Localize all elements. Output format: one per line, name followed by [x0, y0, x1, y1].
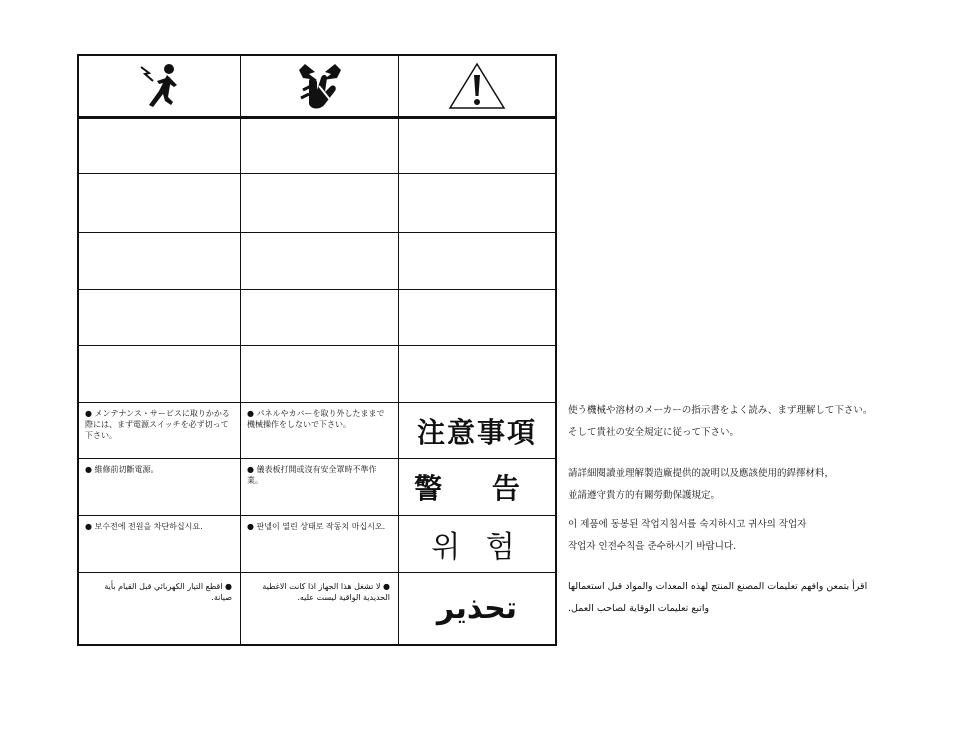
instruction-line: 並請遵守貴方的有關勞動保護規定。: [568, 490, 721, 501]
instruction-line: 使う機械や溶材のメーカーの指示書をよく読み、まず理解して下さい。: [568, 405, 873, 416]
warning-panels-removed: ● 판넬이 열린 상태로 작동치 마십시오.: [241, 516, 398, 532]
blank-cell: [79, 233, 241, 289]
warning-disconnect-power: ● اقطع التيار الكهربائي قبل القيام بأية صيانة.: [79, 573, 240, 603]
instructions-chinese: [568, 463, 938, 507]
blank-row: [79, 290, 555, 346]
instruction-line: 작업자 인전수칙을 준수하시기 바랍니다.: [568, 541, 737, 552]
instruction-line: اقرأ بتمعن وافهم تعليمات المصنع المنتج لهذه المعدات والمواد قبل استعمالها واتبع تعليمات الوقاية لصاحب العمل.: [568, 581, 868, 614]
warning-triangle-icon: [399, 56, 555, 116]
blank-row: [79, 174, 555, 233]
blank-cell: [399, 290, 555, 345]
instructions-japanese: [568, 400, 938, 444]
blank-cell: [79, 346, 241, 402]
blank-cell: [399, 233, 555, 289]
warning-disconnect-power: ● メンテナンス・サービスに取りかかる際には、まず電源スイッチを必ず切って下さい。: [79, 403, 240, 441]
blank-row: [79, 346, 555, 403]
blank-cell: [79, 290, 241, 345]
warning-row-arabic: [79, 573, 555, 644]
instruction-line: そして貴社の安全規定に従って下さい。: [568, 427, 740, 438]
warning-row-chinese: [79, 459, 555, 516]
icon-row: [79, 56, 555, 119]
blank-cell: [241, 290, 399, 345]
warning-disconnect-power: ● 보수전에 전원을 차단하십시요.: [79, 516, 240, 532]
blank-row: [79, 119, 555, 174]
instructions-korean: [568, 514, 938, 558]
warning-title: تحذير: [436, 591, 518, 626]
warning-panels-removed: ● لا تشغل هذا الجهاز اذا كانت الاغطية الحديدية الواقية ليست عليه.: [241, 573, 398, 603]
blank-cell: [399, 346, 555, 402]
warning-title: 위 험: [431, 530, 523, 565]
warning-title: 注意事項: [416, 415, 537, 449]
warning-row-korean: [79, 516, 555, 573]
electric-shock-icon: [79, 56, 241, 116]
instruction-line: 이 제품에 동봉된 작업지침서를 숙지하시고 귀사의 작업자: [568, 519, 807, 530]
warning-panels-removed: ● 儀表板打開或沒有安全罩時不準作業。: [241, 459, 398, 486]
blank-cell: [241, 119, 399, 173]
blank-cell: [79, 174, 241, 232]
warning-panels-removed: ● パネルやカバーを取り外したままで機械操作をしないで下さい。: [241, 403, 398, 430]
blank-cell: [399, 174, 555, 232]
blank-cell: [399, 119, 555, 173]
blank-cell: [241, 346, 399, 402]
blank-row: [79, 233, 555, 290]
warning-row-japanese: [79, 403, 555, 459]
moving-parts-hand-icon: [241, 56, 399, 116]
blank-cell: [241, 233, 399, 289]
safety-warning-table: [77, 54, 557, 646]
warning-title: 警 告: [414, 472, 540, 505]
blank-cell: [241, 174, 399, 232]
blank-cell: [79, 119, 241, 173]
warning-disconnect-power: ● 維修前切斷電源。: [79, 459, 240, 475]
instruction-line: 請詳細閱讀並理解製造廠提供的說明以及應該使用的銲擇材料，: [568, 468, 835, 479]
instructions-arabic: [568, 576, 878, 620]
